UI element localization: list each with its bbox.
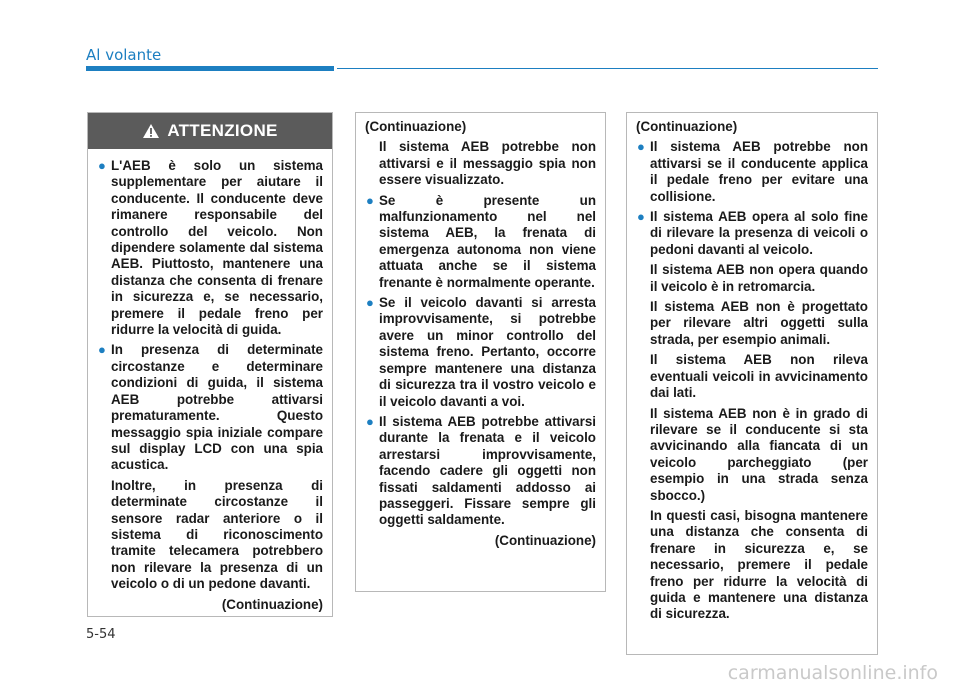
watermark: carmanualsonline.info [727, 662, 938, 684]
bullet-icon: ● [366, 295, 374, 311]
list-item-text: Il sistema AEB opera al solo fine di rilevare la presenza di veicoli o pedoni davanti al veicolo. [650, 209, 868, 257]
header-rule-thin [337, 68, 878, 69]
list-item-text: In presenza di determinate circostanze e determinare condizioni di guida, il sistema AEB potrebbe attivarsi prematuramente. Questo messaggio spia iniziale compare sul display LCD con una spia acustica. [111, 342, 323, 473]
paragraph: Inoltre, in presenza di determinate circostanze il sensore radar anteriore o il sistema di riconoscimento tramite telecamera potrebbero non rilevare la presenza di un veicolo o di un pedone davanti. [111, 477, 323, 592]
warning-triangle-icon [142, 123, 160, 139]
list-item-text: Il sistema AEB potrebbe non attivarsi se il conducente applica il pedale freno per evitare una collisione. [650, 139, 868, 204]
paragraph: Il sistema AEB potrebbe non attivarsi e il messaggio spia non essere visualizzato. [379, 139, 596, 188]
continued-label: (Continuazione) [636, 119, 738, 134]
section-title: Al volante [86, 46, 162, 64]
paragraph: Il sistema AEB non rileva eventuali veicoli in avvicinamento dai lati. [650, 352, 868, 401]
page-number: 5-54 [86, 627, 116, 642]
list-item [365, 193, 596, 291]
text-panel-right [626, 112, 878, 655]
list-item [365, 295, 596, 410]
bullet-icon: ● [637, 139, 645, 155]
warning-panel [87, 112, 333, 617]
bullet-icon: ● [637, 209, 645, 225]
text-panel-middle [355, 112, 606, 592]
list-item [365, 414, 596, 529]
paragraph: Il sistema AEB non è progettato per rilevare altri oggetti sulla strada, per esempio animali. [650, 299, 868, 347]
list-item-text: L'AEB è solo un sistema supplementare per aiutare il conducente. Il conducente deve rimanere responsabile del controllo del veicolo. Non dipendere solamente dal sistema AEB. Piuttosto, mantenere una distanza che consenta di frenare in sicurezza e, se necessario, premere il pedale freno per ridurre la velocità di guida. [111, 158, 323, 338]
bullet-icon: ● [98, 158, 106, 173]
list-item-text: Il sistema AEB potrebbe attivarsi durante la frenata e il veicolo arrestarsi improvvisamente, facendo cadere gli oggetti non fissati saldamenti addosso ai passeggeri. Fissare sempre gli oggetti saldamente. [379, 413, 596, 528]
list-item-text: Se il veicolo davanti si arresta improvvisamente, si potrebbe avere un minor controllo del sistema freno. Pertanto, occorre sempre mantenere una distanza di sicurezza tra il vostro veicolo e il veicolo davanti a voi. [379, 295, 596, 409]
list-item [97, 342, 323, 473]
continued-label: (Continuazione) [221, 596, 323, 612]
bullet-icon: ● [366, 413, 374, 429]
bullet-icon: ● [366, 192, 374, 208]
warning-header [88, 113, 332, 149]
list-item-text: Se è presente un malfunzionamento nel nel sistema AEB, la frenata di emergenza autonoma non viene attuata anche se il sistema frenante è normalmente operante. [379, 192, 596, 290]
paragraph: Il sistema AEB non è in grado di rilevare se il conducente si sta avvicinando alla fiancata di un veicolo parcheggiato (per esempio in una strada senza sbocco.) [650, 405, 868, 503]
list-item [636, 209, 868, 258]
list-item [636, 139, 868, 205]
warning-label: ATTENZIONE [167, 121, 278, 140]
bullet-icon: ● [98, 342, 106, 358]
header-rule-bold [86, 66, 334, 71]
continued-label: (Continuazione) [365, 119, 467, 134]
continued-label: (Continuazione) [494, 532, 596, 548]
paragraph: Il sistema AEB non opera quando il veicolo è in retromarcia. [650, 262, 868, 294]
paragraph: In questi casi, bisogna mantenere una distanza che consenta di frenare in sicurezza e, se necessario, premere il pedale freno per ridurre la velocità di guida e mantenere una distanza di sicurezza. [650, 507, 868, 622]
list-item [97, 158, 323, 338]
